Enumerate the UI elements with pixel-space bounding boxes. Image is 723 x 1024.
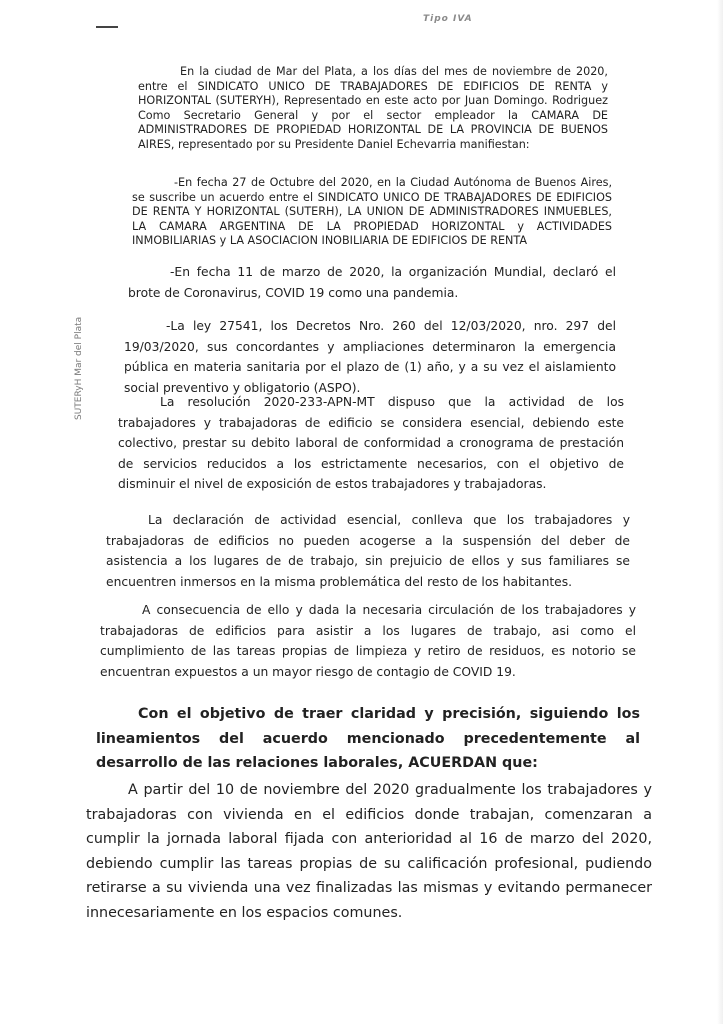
objective-paragraph: Con el objetivo de traer claridad y precisión, siguiendo los lineamientos del acuerdo mencionado precedentemente al desarrollo de las relaciones laborales, ACUERDAN que: bbox=[96, 706, 640, 771]
agreement-paragraph: -En fecha 27 de Octubre del 2020, en la Ciudad Autónoma de Buenos Aires, se suscribe un acuerdo entre el SINDICATO UNICO DE TRABAJADORES DE EDIFICIOS DE RENTA Y HORIZONTAL (SUTERH), LA UNION DE ADMINISTRADORES INMUEBLES, LA CAMARA ARGENTINA DE LA PROPIEDAD HORIZONTAL y ACTIVIDADES INMOBILIARIAS y LA ASOCIACION INOBILIARIA DE EDIFICIOS DE RENTA bbox=[132, 176, 612, 248]
top-mark bbox=[96, 26, 118, 28]
side-stamp: SUTERyH Mar del Plata bbox=[74, 316, 84, 420]
essential-activity-paragraph: La declaración de actividad esencial, conlleva que los trabajadores y trabajadoras de edificios no pueden acogerse a la suspensión del deber de asistencia a los lugares de de trabajo, sin prejuicio de ellos y sus familiares se encuentren inmersos en la misma problemática del resto de los habitantes. bbox=[106, 513, 630, 589]
consequence-paragraph: A consecuencia de ello y dada la necesaria circulación de los trabajadores y trabajadoras de edificios para asistir a los lugares de trabajo, asi como el cumplimiento de las tareas propias de limpieza y retiro de residuos, es notorio se encuentran expuestos a un mayor riesgo de contagio de COVID 19. bbox=[100, 603, 636, 679]
resolution-paragraph: La resolución 2020-233-APN-MT dispuso que la actividad de los trabajadores y trabajadoras de edificio se considera esencial, debiendo este colectivo, prestar su debito laboral de conformidad a cronograma de prestación de servicios reducidos a los estrictamente necesarios, con el objetivo de disminuir el nivel de exposición de estos trabajadores y trabajadoras. bbox=[118, 395, 624, 491]
header-stamp: Tipo IVA bbox=[423, 14, 473, 24]
page-edge bbox=[717, 0, 723, 1024]
agreement-clause: A partir del 10 de noviembre del 2020 gradualmente los trabajadores y trabajadoras con vivienda en el edificios donde trabajan, comenzaran a cumplir la jornada laboral fijada con anterioridad al 16 de marzo del 2020, debiendo cumplir las tareas propias de su calificación profesional, pudiendo retirarse a su vivienda una vez finalizadas las mismas y evitando permanecer innecesariamente en los espacios comunes. bbox=[86, 782, 652, 921]
pandemic-paragraph: -En fecha 11 de marzo de 2020, la organización Mundial, declaró el brote de Coronavirus, COVID 19 como una pandemia. bbox=[128, 265, 616, 300]
intro-paragraph: En la ciudad de Mar del Plata, a los días del mes de noviembre de 2020, entre el SINDICATO UNICO DE TRABAJADORES DE EDIFICIOS DE RENTA y HORIZONTAL (SUTERYH), Representado en este acto por Juan Domingo. Rodriguez Como Secretario General y por el sector empleador la CAMARA DE ADMINISTRADORES DE PROPIEDAD HORIZONTAL DE LA PROVINCIA DE BUENOS AIRES, representado por su Presidente Daniel Echevarria manifiestan: bbox=[138, 65, 608, 151]
law-paragraph: -La ley 27541, los Decretos Nro. 260 del 12/03/2020, nro. 297 del 19/03/2020, sus concordantes y ampliaciones determinaron la emergencia pública en materia sanitaria por el plazo de (1) año, y a su vez el aislamiento social preventivo y obligatorio (ASPO). bbox=[124, 319, 616, 395]
